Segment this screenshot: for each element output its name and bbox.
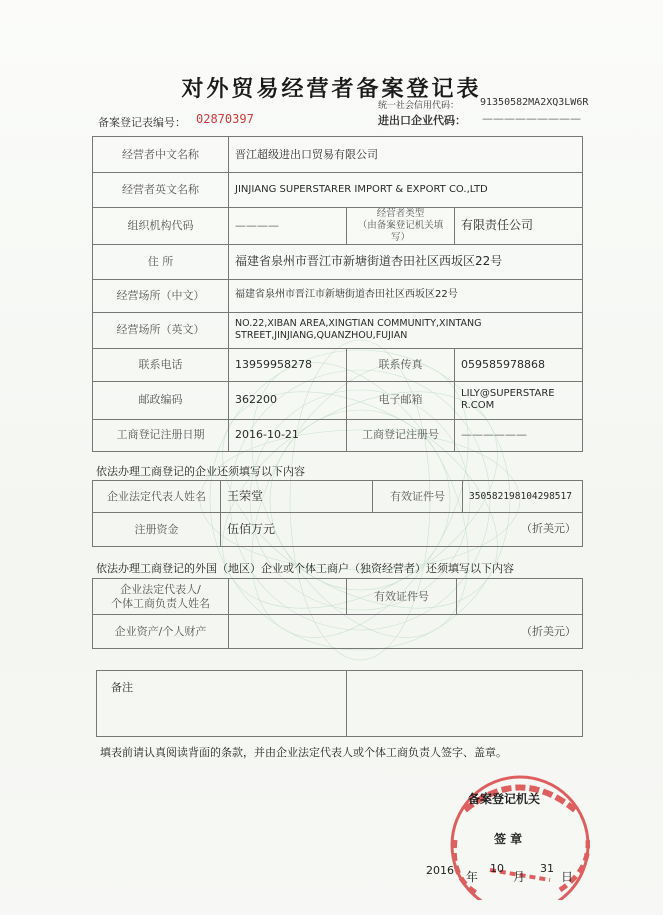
phone-value: 13959958278 (229, 348, 347, 381)
remarks-table (96, 670, 583, 737)
date-month-unit: 月 (513, 870, 526, 884)
authority-label: 备案登记机关 (468, 792, 541, 806)
assets-unit: （折美元） (521, 624, 576, 638)
reg-date-value: 2016-10-21 (229, 419, 347, 451)
legal-rep-label: 企业法定代表人姓名 (93, 481, 221, 513)
cn-name-value: 晋江超级进出口贸易有限公司 (229, 137, 583, 173)
biz-en-value-line-2: STREET,JINJIANG,QUANZHOU,FUJIAN (235, 330, 408, 342)
instruction-note: 填表前请认真阅读背面的条款，并由企业法定代表人或个体工商负责人签字、盖章。 (100, 746, 507, 759)
operator-type-value: 有限责任公司 (455, 208, 583, 245)
phone-label: 联系电话 (93, 348, 229, 381)
enterprise-id-label: 有效证件号 (373, 481, 463, 513)
ie-code-label: 进出口企业代码： (378, 114, 466, 127)
remarks-value (347, 671, 583, 737)
legal-rep-value: 王荣堂 (221, 481, 373, 513)
foreign-rep-label-1: 企业法定代表人/ (120, 582, 201, 596)
foreign-rep-value (229, 579, 347, 615)
remarks-label: 备注 (97, 671, 347, 737)
org-code-value: ———— (229, 208, 347, 245)
row-biz-cn (93, 279, 583, 312)
biz-en-value-line-1: NO.22,XIBAN AREA,XINGTIAN COMMUNITY,XINTANG (235, 318, 482, 330)
serial-value: 02870397 (196, 112, 254, 126)
address-value: 福建省泉州市晋江市新塘街道杏田社区西坂区22号 (229, 244, 583, 279)
date-day-unit: 日 (561, 870, 574, 884)
postal-label: 邮政编码 (93, 381, 229, 419)
capital-value: 伍佰万元 (227, 522, 276, 536)
date-year: 2016 (426, 864, 454, 877)
row-address (93, 244, 583, 279)
enterprise-section-note: 依法办理工商登记的企业还须填写以下内容 (96, 465, 305, 478)
operator-type-label-2: （由备案登记机关填写） (357, 219, 444, 243)
ie-code-value: ————————— (482, 112, 581, 125)
foreign-table (92, 578, 583, 649)
row-en-name (93, 173, 583, 208)
row-org-code (93, 208, 583, 245)
en-name-value: JINJIANG SUPERSTARER IMPORT & EXPORT CO.,LTD (229, 173, 583, 208)
row-phone (93, 348, 583, 381)
postal-value: 362200 (229, 381, 347, 419)
fax-value: 059585978868 (455, 348, 583, 381)
serial-label: 备案登记表编号： (98, 116, 186, 129)
email-value (455, 381, 583, 419)
biz-cn-value: 福建省泉州市晋江市新塘街道杏田社区西坂区22号 (229, 279, 583, 312)
en-name-label: 经营者英文名称 (93, 173, 229, 208)
capital-unit: （折美元） (521, 522, 576, 535)
reg-date-label: 工商登记注册日期 (93, 419, 229, 451)
row-foreign-rep (93, 579, 583, 615)
foreign-rep-label (93, 579, 229, 615)
enterprise-id-value: 350582198104298517 (463, 481, 583, 513)
email-value-line-2: R.COM (461, 400, 495, 412)
reg-no-value: —————— (455, 419, 583, 451)
row-reg-date (93, 419, 583, 451)
enterprise-table (92, 480, 583, 547)
cn-name-label: 经营者中文名称 (93, 137, 229, 173)
row-legal-rep (93, 481, 583, 513)
main-info-table (92, 136, 583, 452)
date-day: 31 (540, 862, 554, 875)
sign-label: 签 章 (494, 832, 523, 846)
email-value-line-1: LILY@SUPERSTARE (461, 387, 555, 399)
assets-label: 企业资产/个人财产 (93, 615, 229, 649)
org-code-label: 组织机构代码 (93, 208, 229, 245)
row-biz-en (93, 312, 583, 348)
row-postal (93, 381, 583, 419)
foreign-rep-label-2: 个体工商负责人姓名 (111, 596, 210, 610)
biz-en-label: 经营场所（英文） (93, 312, 229, 348)
fax-label: 联系传真 (347, 348, 455, 381)
foreign-id-label: 有效证件号 (347, 579, 457, 615)
capital-cell (221, 513, 583, 547)
email-label: 电子邮箱 (347, 381, 455, 419)
address-label: 住 所 (93, 244, 229, 279)
biz-en-value (229, 312, 583, 348)
operator-type-label-1: 经营者类型 (376, 208, 425, 219)
row-capital (93, 513, 583, 547)
foreign-section-note: 依法办理工商登记的外国（地区）企业或个体工商户（独资经营者）还须填写以下内容 (96, 562, 514, 575)
date-month: 10 (490, 862, 504, 875)
document-title: 对外贸易经营者备案登记表 (181, 77, 482, 102)
reg-no-label: 工商登记注册号 (347, 419, 455, 451)
row-cn-name (93, 137, 583, 173)
row-remarks (97, 671, 583, 737)
credit-code-label: 统一社会信用代码： (378, 101, 460, 111)
foreign-id-value (457, 579, 583, 615)
assets-cell (229, 615, 583, 649)
row-assets (93, 615, 583, 649)
credit-code-value: 91350582MA2XQ3LW6R (480, 97, 589, 108)
operator-type-label (347, 208, 455, 245)
biz-cn-label: 经营场所（中文） (93, 279, 229, 312)
date-year-unit: 年 (466, 870, 479, 884)
capital-label: 注册资金 (93, 513, 221, 547)
